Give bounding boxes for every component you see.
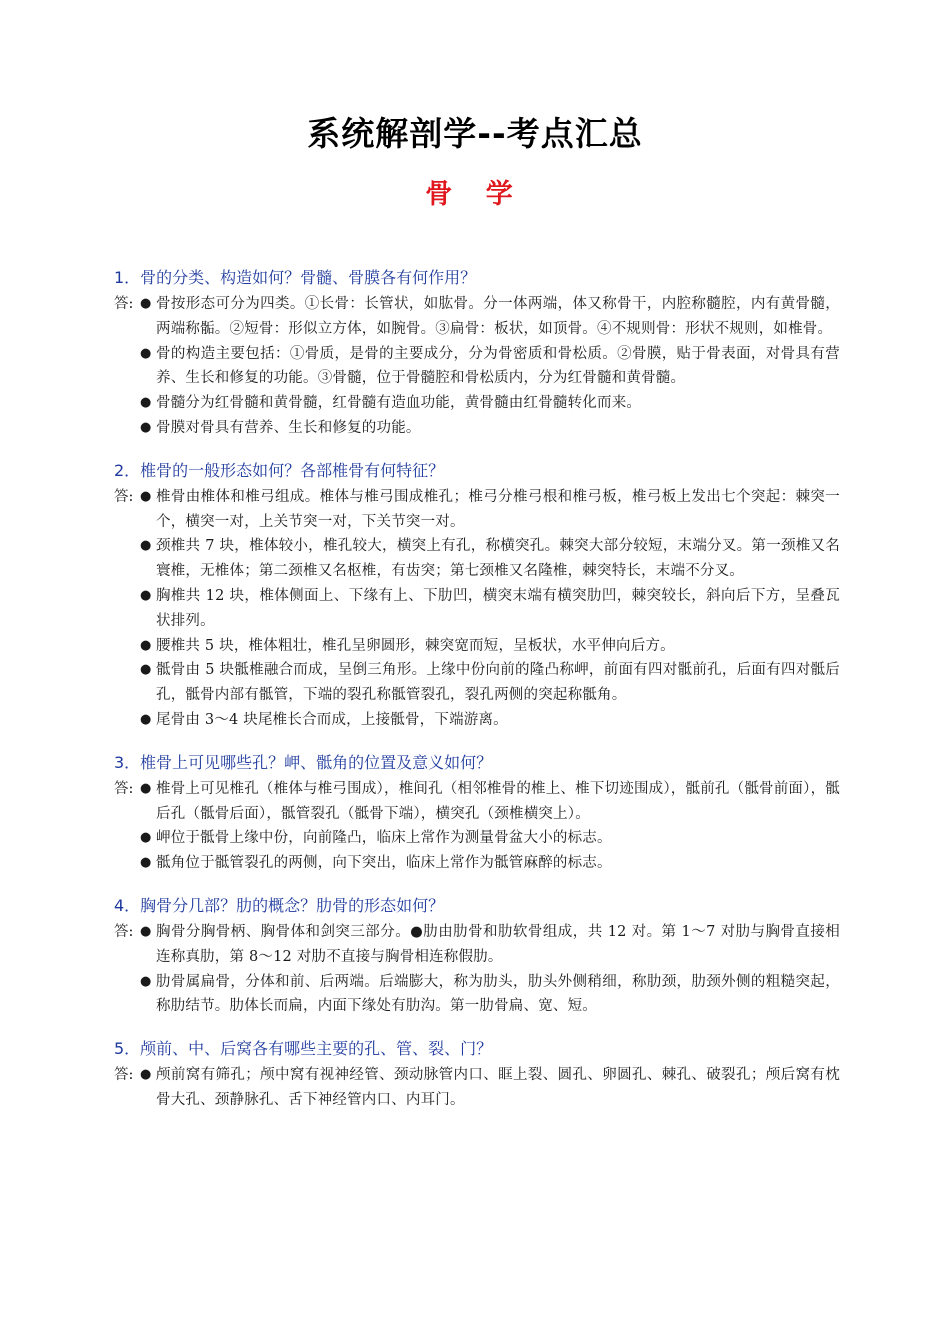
answer-point: ● 尾骨由 3～4 块尾椎长合而成，上接骶骨，下端游离。	[140, 708, 840, 733]
question-heading: 4．胸骨分几部？肋的概念？肋骨的形态如何？	[114, 895, 445, 915]
answer-label: 答:	[114, 1067, 134, 1084]
answer-point: ● 肋骨属扁骨，分体和前、后两端。后端膨大，称为肋头，肋头外侧稍细，称肋颈，肋颈外侧的粗糙突起，称肋结节。肋体长而扁，内面下缘处有肋沟。第一肋骨扁、宽、短。	[140, 970, 840, 1020]
qa-item	[114, 749, 840, 876]
answer-block	[114, 777, 840, 876]
answer-point: ● 岬位于骶骨上缘中份，向前隆凸，临床上常作为测量骨盆大小的标志。	[140, 826, 840, 851]
answer-label: 答:	[114, 488, 134, 505]
page-title: 系统解剖学--考点汇总	[307, 114, 643, 153]
answer-point: ● 腰椎共 5 块，椎体粗壮，椎孔呈卵圆形，棘突宽而短，呈板状，水平伸向后方。	[140, 634, 840, 659]
answer-point: ● 骨膜对骨具有营养、生长和修复的功能。	[140, 416, 840, 441]
qa-item	[114, 264, 840, 441]
question-heading: 2．椎骨的一般形态如何？各部椎骨有何特征？	[114, 460, 445, 480]
answer-point: ● 骨的构造主要包括：①骨质，是骨的主要成分，分为骨密质和骨松质。②骨膜，贴于骨表面，对骨具有营养、生长和修复的功能。③骨髓，位于骨髓腔和骨松质内，分为红骨髓和黄骨髓。	[140, 342, 840, 392]
answer-point: ● 胸骨分胸骨柄、胸骨体和剑突三部分。●肋由肋骨和肋软骨组成，共 12 对。第 1～7 对肋与胸骨直接相连称真肋，第 8～12 对肋不直接与胸骨相连称假肋。	[140, 920, 840, 970]
answer-point: ● 骨髓分为红骨髓和黄骨髓，红骨髓有造血功能，黄骨髓由红骨髓转化而来。	[140, 391, 840, 416]
section-heading: 骨 学	[425, 179, 525, 210]
question-heading: 3．椎骨上可见哪些孔？岬、骶角的位置及意义如何？	[114, 752, 493, 772]
answer-block	[114, 1063, 840, 1113]
answer-point: ● 骶角位于骶管裂孔的两侧，向下突出，临床上常作为骶管麻醉的标志。	[140, 851, 840, 876]
answer-point: ● 骨按形态可分为四类。①长骨：长管状，如肱骨。分一体两端，体又称骨干，内腔称髓腔，内有黄骨髓，两端称骺。②短骨：形似立方体，如腕骨。③扁骨：板状，如顶骨。④不规则骨：形状不规则，如椎骨。	[140, 292, 840, 342]
answer-label: 答:	[114, 923, 134, 940]
answer-block	[114, 485, 840, 733]
answer-point: ● 椎骨上可见椎孔（椎体与椎弓围成），椎间孔（相邻椎骨的椎上、椎下切迹围成），骶前孔（骶骨前面），骶后孔（骶骨后面），骶管裂孔（骶骨下端），横突孔（颈椎横突上）。	[140, 777, 840, 827]
answer-block	[114, 920, 840, 1019]
answer-point: ● 椎骨由椎体和椎弓组成。椎体与椎弓围成椎孔；椎弓分椎弓根和椎弓板，椎弓板上发出七个突起：棘突一个，横突一对，上关节突一对，下关节突一对。	[140, 485, 840, 535]
answer-point: ● 颈椎共 7 块，椎体较小，椎孔较大，横突上有孔，称横突孔。棘突大部分较短，末端分叉。第一颈椎又名寰椎，无椎体；第二颈椎又名枢椎，有齿突；第七颈椎又名隆椎，棘突特长，末端不分叉。	[140, 534, 840, 584]
question-heading: 1．骨的分类、构造如何？骨髓、骨膜各有何作用？	[114, 268, 477, 287]
qa-item	[114, 892, 840, 1019]
answer-label: 答:	[114, 296, 134, 312]
answer-label: 答:	[114, 780, 134, 797]
answer-block	[114, 292, 840, 441]
question-heading: 5．颅前、中、后窝各有哪些主要的孔、管、裂、门？	[114, 1039, 493, 1059]
answer-point: ● 胸椎共 12 块，椎体侧面上、下缘有上、下肋凹，横突末端有横突肋凹，棘突较长，斜向后下方，呈叠瓦状排列。	[140, 584, 840, 634]
answer-point: ● 颅前窝有筛孔；颅中窝有视神经管、颈动脉管内口、眶上裂、圆孔、卵圆孔、棘孔、破裂孔；颅后窝有枕骨大孔、颈静脉孔、舌下神经管内口、内耳门。	[140, 1063, 840, 1113]
qa-item	[114, 1035, 840, 1113]
answer-point: ● 骶骨由 5 块骶椎融合而成，呈倒三角形。上缘中份向前的隆凸称岬，前面有四对骶前孔，后面有四对骶后孔，骶骨内部有骶管，下端的裂孔称骶管裂孔，裂孔两侧的突起称骶角。	[140, 658, 840, 708]
qa-item	[114, 457, 840, 733]
qa-list	[114, 264, 840, 1129]
